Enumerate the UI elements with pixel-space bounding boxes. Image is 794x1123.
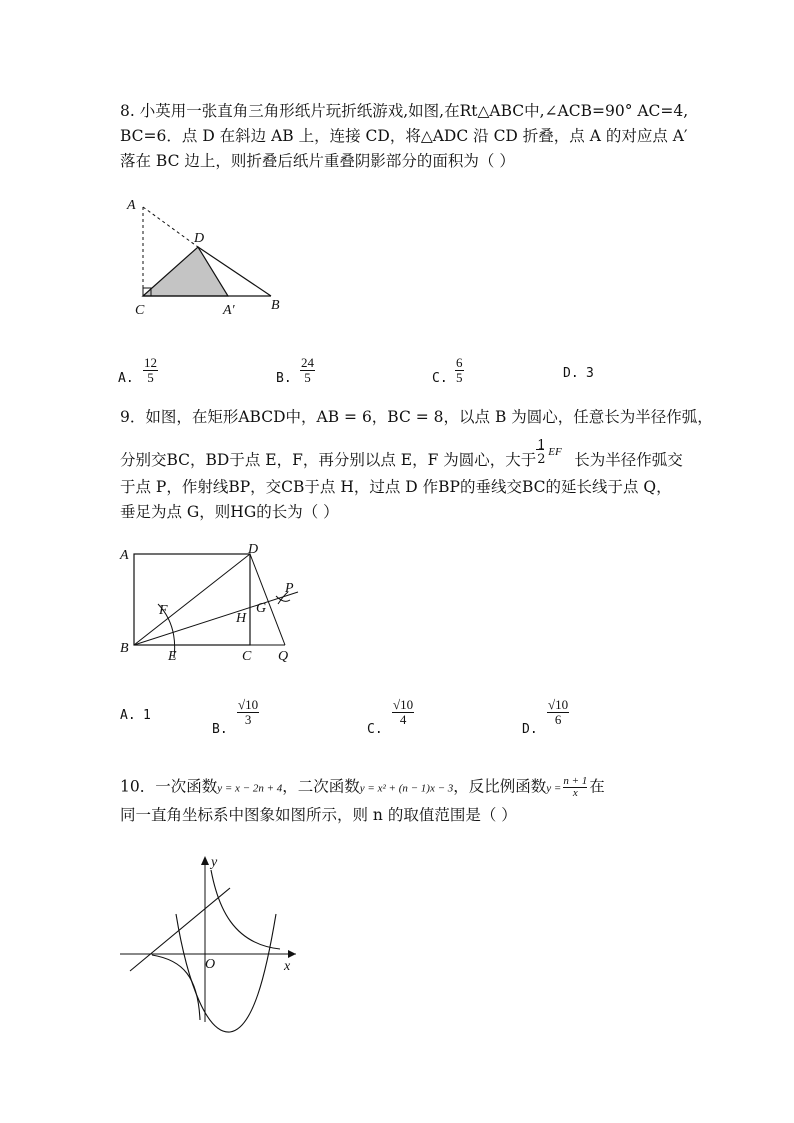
q9-option-d-letter: D. bbox=[522, 722, 538, 737]
q9-ray-BP bbox=[134, 592, 298, 645]
q8-option-b-fraction: $\frac{24}{5}$ bbox=[301, 355, 314, 385]
q8-option-a-fraction: $\frac{12}{5}$ bbox=[144, 355, 157, 385]
q9-label-G: G bbox=[256, 601, 267, 616]
q9-label-P: P bbox=[285, 581, 294, 596]
q8-shaded-region bbox=[143, 247, 228, 296]
q10-x-arrow bbox=[288, 950, 296, 958]
q9-option-b-letter: B. bbox=[212, 722, 228, 737]
q10-label-y: y bbox=[211, 855, 218, 870]
q9-option-c-letter: C. bbox=[367, 722, 383, 737]
q9-figure bbox=[118, 540, 308, 670]
q9-label-D: D bbox=[248, 542, 259, 557]
q9-option-a-letter: A. bbox=[120, 708, 136, 723]
q10-text-4: 在 bbox=[589, 777, 605, 796]
q9-option-a-value: 1 bbox=[143, 708, 151, 723]
q8-label-A: A bbox=[127, 198, 136, 213]
q9-line-3: 于点 P，作射线BP，交CB于点 H，过点 D 作BP的垂线交BC的延长线于点 Q， bbox=[120, 478, 672, 496]
q10-hyperbola-branch-2 bbox=[152, 955, 200, 1020]
q9-label-Q: Q bbox=[278, 649, 289, 664]
q8-figure bbox=[125, 195, 285, 325]
q8-option-b-letter: B. bbox=[276, 371, 292, 386]
q10-line-2: 同一直角坐标系中图象如图所示，则 n 的取值范围是（ ） bbox=[120, 806, 517, 824]
q10-label-O: O bbox=[205, 957, 216, 972]
q9-line-2b: 长为半径作弧交 bbox=[574, 451, 683, 469]
q8-option-c-letter: C. bbox=[432, 371, 448, 386]
q9-option-c-fraction: $\frac{√10}{4}$ bbox=[393, 697, 414, 727]
q10-quadratic-function: y = x² + (n − 1)x − 3 bbox=[359, 782, 454, 795]
q9-line-4: 垂足为点 G，则HG的长为（ ） bbox=[120, 503, 339, 521]
q10-prefix: 10．一次函数 bbox=[120, 777, 218, 796]
q8-label-A-prime: A′ bbox=[223, 303, 235, 318]
q8-option-d-value: 3 bbox=[586, 366, 594, 381]
q10-text-3: ，反比例函数 bbox=[453, 777, 547, 796]
q9-label-F: F bbox=[159, 603, 168, 618]
q10-parabola-graph bbox=[176, 914, 276, 1032]
q8-option-c-fraction: $\frac{6}{5}$ bbox=[456, 355, 463, 385]
q9-label-H: H bbox=[236, 611, 247, 626]
q8-line-AD bbox=[143, 207, 198, 247]
q9-line-2a: 分别交BC，BD于点 E，F，再分别以点 E，F 为圆心，大于 bbox=[120, 451, 537, 469]
q9-line-1: 9．如图，在矩形ABCD中，AB = 6，BC = 8，以点 B 为圆心，任意长为半径作弧， bbox=[120, 408, 713, 426]
q9-label-A: A bbox=[120, 548, 129, 563]
q8-option-d-letter: D. bbox=[563, 366, 579, 381]
q8-option-a-letter: A. bbox=[118, 371, 134, 386]
q10-y-arrow bbox=[201, 856, 209, 865]
q9-label-E: E bbox=[168, 649, 177, 664]
q9-line-BD bbox=[134, 554, 250, 645]
q9-label-C: C bbox=[242, 649, 252, 664]
q8-label-C: C bbox=[135, 303, 145, 318]
q10-text-2: ，二次函数 bbox=[282, 777, 360, 796]
q10-inverse-lhs: y = bbox=[546, 782, 562, 795]
q10-figure bbox=[118, 852, 298, 1027]
q10-line-1 bbox=[120, 776, 605, 799]
q9-line-2 bbox=[120, 438, 683, 470]
q8-label-D: D bbox=[194, 231, 205, 246]
q9-option-b-fraction: $\frac{√10}{3}$ bbox=[238, 697, 259, 727]
q8-label-B: B bbox=[271, 298, 280, 313]
q8-line-3: 落在 BC 边上，则折叠后纸片重叠阴影部分的面积为（ ） bbox=[120, 152, 515, 170]
q8-line-2: BC=6．点 D 在斜边 AB 上，连接 CD，将△ADC 沿 CD 折叠，点 A 的对应点 A′ bbox=[120, 127, 688, 145]
q8-line-1: 8. 小英用一张直角三角形纸片玩折纸游戏,如图,在Rt△ABC中,∠ACB=90° AC=4, bbox=[120, 102, 689, 120]
q9-label-B: B bbox=[120, 641, 129, 656]
q10-label-x: x bbox=[284, 959, 291, 974]
q10-linear-function: y = x − 2n + 4 bbox=[217, 782, 283, 795]
q10-inverse-fraction: $\frac{n + 1}{x}$ bbox=[563, 775, 588, 799]
q9-half-ef: 1 2 EF bbox=[537, 438, 562, 467]
q9-option-d-fraction: $\frac{√10}{6}$ bbox=[548, 697, 569, 727]
q10-hyperbola-branch-1 bbox=[211, 870, 280, 949]
